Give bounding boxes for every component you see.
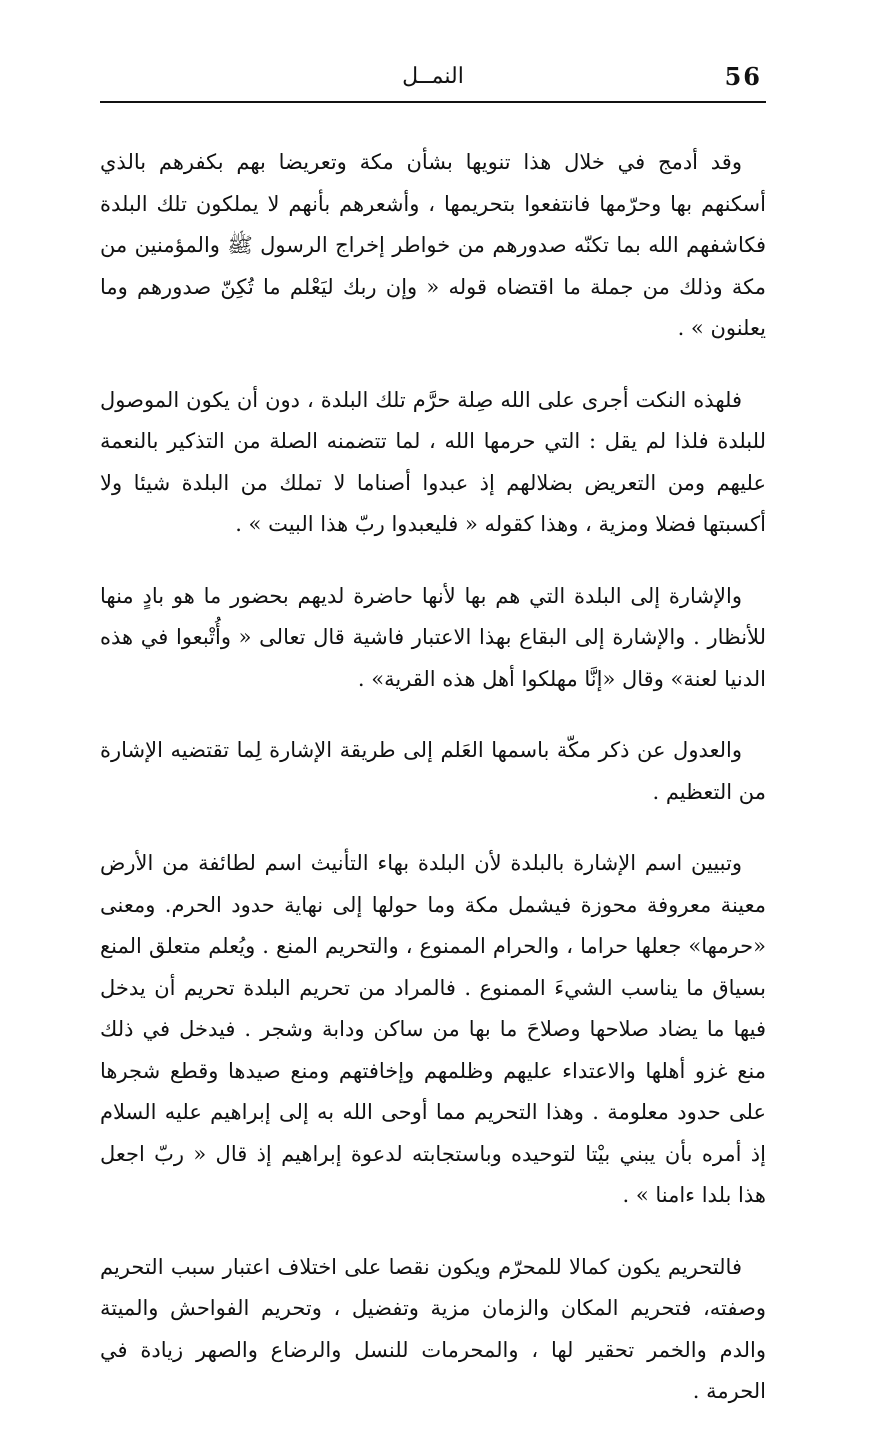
paragraph-6: فالتحريم يكون كمالا للمحرّم ويكون نقصا على اختلاف اعتبار سبب التحريم وصفته، فتحريم المكان والزمان مزية وتفضيل ، وتحريم الفواحش والميتة والدم والخمر تحقير لها ، والمحرمات للنسل والرضاع والصهر زيادة في الحرمة . [100,1254,766,1403]
paragraph-2: فلهذه النكت أجرى على الله صِلة حرَّم تلك البلدة ، دون أن يكون الموصول للبلدة فلذا لم يقل : التي حرمها الله ، لما تتضمنه الصلة من التذكير بالنعمة عليهم ومن التعريض بضلالهم إذ عبدوا أصناما لا تملك من البلدة شيئا ولا أكسبتها فضلا ومزية ، وهذا كقوله « فليعبدوا ربّ هذا البيت » . [100,387,766,536]
chapter-title: النمــل [402,64,464,89]
paragraph-1: وقد أدمج في خلال هذا تنويها بشأن مكة وتعريضا بهم بكفرهم بالذي أسكنهم بها وحرّمها فانتفعوا بتحريمها ، وأشعرهم بأنهم لا يملكون تلك البلدة فكاشفهم الله بما تكنّه صدورهم من خواطر إخراج الرسول ﷺ والمؤمنين من مكة وذلك من جملة ما اقتضاه قوله « وإن ربك ليَعْلم ما تُكِنّ صدورهم وما يعلنون » . [100,150,766,340]
running-header [100,62,766,96]
paragraph-3: والإشارة إلى البلدة التي هم بها لأنها حاضرة لديهم بحضور ما هو بادٍ منها للأنظار . والإشارة إلى البقاع بهذا الاعتبار فاشية قال تعالى « وأُتْبعوا في هذه الدنيا لعنة» وقال «إنَّا مهلكوا أهل هذه القرية» . [100,583,766,691]
body-text [100,142,766,1443]
page-number: 56 [724,62,762,91]
header-rule [100,101,766,103]
paragraph-5: وتبيين اسم الإشارة بالبلدة لأن البلدة بهاء التأنيث اسم لطائفة من الأرض معينة معروفة محوزة فيشمل مكة وما حولها إلى نهاية حدود الحرم. ومعنى «حرمها» جعلها حراما ، والحرام الممنوع ، والتحريم المنع . ويُعلم متعلق المنع بسياق ما يناسب الشيءَ الممنوع . فالمراد من تحريم البلدة تحريم أن يدخل فيها ما يضاد صلاحها وصلاحَ ما بها من ساكن ودابة وشجر . فيدخل في ذلك منع غزو أهلها والاعتداء عليهم وظلمهم وإخافتهم ومنع صيدها وقطع شجرها على حدود معلومة . وهذا التحريم مما أوحى الله به إلى إبراهيم عليه السلام إذ أمره بأن يبني بيْتا لتوحيده وباستجابته لدعوة إبراهيم إذ قال « ربّ اجعل هذا بلدا ءامنا » . [100,851,766,1207]
paragraph-4: والعدول عن ذكر مكّة باسمها العَلم إلى طريقة الإشارة لِما تقتضيه الإشارة من التعظيم . [100,738,766,804]
